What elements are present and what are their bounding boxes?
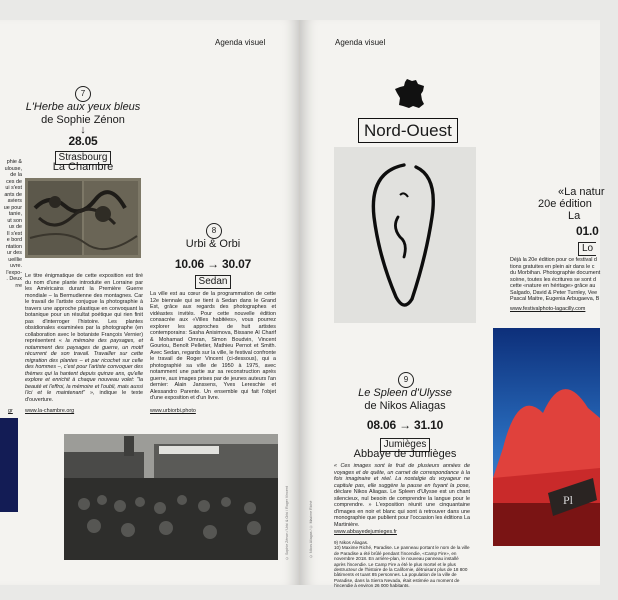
photo-credit-right: © Nikos Aliagas / © Maxime Riché bbox=[309, 500, 313, 558]
entry-7-photo bbox=[25, 178, 141, 258]
entry-8-text: La ville est au cœur de la programmation de cette 12e biennale qui se tient à Sedan dans le Grand Est, grâce aux regards des photographes et vidéastes invités. Pour cette nouvelle édition consacrée aux «Villes habitées», vous pourrez explorer les approches de huit artistes contemporains: Sasha Anisimova, Bissane Al Charif & Mohamad Omran, Simon Boudvin, Vincent Gouriou, Benoît Pelletier, Mathieu Pernot et Smith. Avec Sedan, regards sur la ville, le festival confronte le travail de Roger Vincent (ci-dessous), qui a photographié sa ville de 1950 à 1975, avec notamment une partie sur sa reconstruction après guerre, aux images prises par de jeunes auteurs l'an dernier: Alain Janssens, Yves Lereschie et Alessandro Parente. Un ensemble qui fait l'objet d'une exposition et d'un livre. bbox=[150, 291, 276, 401]
entry-8-photo bbox=[64, 434, 278, 560]
page-header: Agenda visuel bbox=[335, 38, 386, 47]
entry-7-city: Strasbourg bbox=[55, 151, 112, 165]
entry-9-text: « Ces images sont le fruit de plusieurs années de voyages et de quête, un carnet de correspondance à la fois imaginaire et réel. La nostalgie du voyageur ne capitule pas, elle suggère la pause en fuyant la pose, déclare Nikos Aliagas. Le Spleen d'Ulysse est un chant silencieux, nul besoin de comprendre la langue pour le comprendre. » L'exposition réunit une cinquantaine d'images en noir et blanc qui sont à retrouver dans une monographie que publient pour l'occasion les éditions La Martinière. bbox=[334, 463, 470, 528]
entry-10-subtitle: 20e édition bbox=[538, 198, 592, 210]
entry-10-text bbox=[510, 257, 605, 303]
photo-captions: 9) Nikos Aliagas. 10) Maxime Riché, Paradise. Le panneau portant le nom de la ville de Paradise a été brûlé pendant l'incendie, «Camp Fire», en novembre 2018. En arrière-plan, le nouveau panneau installé après l'incendie. Le Camp Fire a été le plus mortel et le plus destructeur de l'histoire de la Californie, détruisant plus de 18 800 bâtiments et tuant 85 personnes. La population de la ville de Paradise, dans la Sierra Nevada, était estimée au moment de l'incendie à environ 26 000 habitants. bbox=[334, 540, 470, 589]
cut-off-text-line: ux de bbox=[8, 224, 22, 230]
cut-off-link[interactable]: gr bbox=[8, 408, 13, 414]
entry-10-text-line: Salgado, David & Peter Turnley, Vee bbox=[510, 289, 598, 296]
entry-10-title: «La natur bbox=[558, 186, 605, 198]
cut-off-text-line: Il s'est bbox=[6, 230, 22, 237]
right-page bbox=[300, 20, 605, 589]
cut-off-text-line: . Deux bbox=[6, 276, 22, 282]
entry-7-link[interactable]: www.la-chambre.org bbox=[25, 408, 75, 414]
entry-9-city: Jumièges bbox=[380, 438, 431, 452]
cut-off-text-line: phie & bbox=[6, 159, 22, 165]
cut-off-text-line: ants de bbox=[4, 191, 22, 198]
france-map-icon bbox=[394, 78, 426, 115]
cut-off-text-line: uvre. bbox=[10, 263, 22, 269]
entry-7-number: 7 bbox=[75, 86, 91, 102]
entry-10-photo bbox=[493, 328, 600, 546]
entry-7-author: de Sophie Zénon bbox=[41, 114, 125, 126]
entry-10-dates: 01.0 bbox=[576, 224, 599, 238]
entry-10-text-line: du Morbihan. Photographie document bbox=[510, 270, 601, 276]
cut-off-text-line: ulouse, bbox=[4, 165, 22, 172]
entry-8-title: Urbi & Orbi bbox=[185, 238, 241, 250]
photo-sign-text: Pl bbox=[563, 493, 574, 507]
down-arrow-icon: ↓ bbox=[80, 124, 86, 136]
entry-9-venue: Abbaye de Jumièges bbox=[353, 448, 457, 460]
cut-off-text-line: ur des bbox=[7, 250, 22, 256]
entry-8-number: 8 bbox=[206, 223, 222, 239]
entry-10-link[interactable]: www.festivalphoto-lagacilly.com bbox=[510, 306, 586, 312]
entry-8-dates: 10.06 → 30.07 bbox=[174, 257, 252, 271]
cut-off-text-line: ueillie bbox=[8, 256, 22, 263]
cut-off-text-line: aviers bbox=[7, 198, 22, 204]
cut-off-text-line: ut son bbox=[7, 217, 22, 224]
entry-10-place: La bbox=[568, 210, 581, 222]
entry-10-text-line: Pascal Maitre, Eugenia Arbugaeva, B bbox=[510, 296, 600, 302]
cut-off-text-line: ue pour bbox=[3, 204, 22, 211]
entry-9-author: de Nikos Aliagas bbox=[364, 400, 446, 412]
cut-off-text-line: ces de bbox=[6, 178, 22, 185]
page-header: Agenda visuel bbox=[215, 38, 266, 47]
entry-10-city: Lo bbox=[578, 242, 596, 256]
photo-credit-left: © Sophie Zénon / Urbi & Orbi / Roger Vincent bbox=[285, 486, 289, 560]
cut-off-text-line: ui s'est bbox=[5, 185, 22, 191]
entry-9-photo bbox=[334, 147, 476, 323]
entry-10-text-line: scène, toutes les écritures se sont d bbox=[510, 276, 596, 283]
entry-7-text: Le titre énigmatique de cette exposition est tiré du nom d'une plante introduite en Lorraine par les Américains durant la Première Guerre mondiale – la Bermudienne des montagnes. Car le travail de l'artiste conjugue la photographie à travers une approche plastique en convoquant la botanique pour un résultat poétique qui rien finit pas d'interroger l'histoire. Les plantes obsidionales examinées par la photographe (en collaboration avec le botaniste François Vernier) représentent « la mémoire des paysages, et notamment des paysages de guerre, un motif récurrent de son travail. Travailler sur cette migration des plantes – et par ricochet sur celle des hommes –, c'est pour l'artiste convoquer des thèmes qui la hantent depuis quinze ans, qu'elle explore et enrichit à chaque nouveau volet: "la beauté et l'effroi, la mémoire et l'oubli, mais aussi l'ici et le maintenant" », indique le texte d'ouverture. bbox=[25, 273, 144, 403]
entry-7-venue: La Chambre bbox=[52, 161, 114, 173]
blue-photo bbox=[0, 418, 18, 512]
cut-off-text-line: l'expo- bbox=[6, 269, 22, 276]
entry-8-city: Sedan bbox=[195, 275, 232, 289]
entry-9-link[interactable]: www.abbayedejumieges.fr bbox=[334, 529, 397, 535]
entry-8-link[interactable]: www.urbiorbi.photo bbox=[150, 408, 196, 414]
entry-9-dates: 08.06 → 31.10 bbox=[366, 418, 444, 432]
entry-7-date: 28.05 bbox=[68, 134, 98, 148]
entry-10-text-line: Déjà la 20e édition pour ce festival d bbox=[510, 257, 597, 263]
left-page bbox=[0, 20, 300, 585]
cut-off-column bbox=[0, 159, 22, 289]
entry-9-title bbox=[334, 387, 476, 413]
cut-off-text-line: tanie, bbox=[8, 211, 22, 217]
entry-7-work-title: L'Herbe aux yeux bleus bbox=[25, 101, 141, 113]
region-label: Nord-Ouest bbox=[358, 118, 458, 143]
entry-9-number: 9 bbox=[398, 372, 414, 388]
entry-10-text-line: tions gratuites en plein air dans le c bbox=[510, 263, 595, 270]
cut-off-text-line: rre bbox=[15, 282, 22, 289]
entry-9-work-title: Le Spleen d'Ulysse bbox=[358, 387, 452, 399]
cut-off-text-line: ntation bbox=[5, 243, 22, 250]
entry-10-text-line: cette «nature en héritage» grâce au bbox=[510, 283, 596, 289]
cut-off-text-line: e bord bbox=[6, 237, 22, 243]
cut-off-text-line: de la bbox=[10, 172, 22, 178]
